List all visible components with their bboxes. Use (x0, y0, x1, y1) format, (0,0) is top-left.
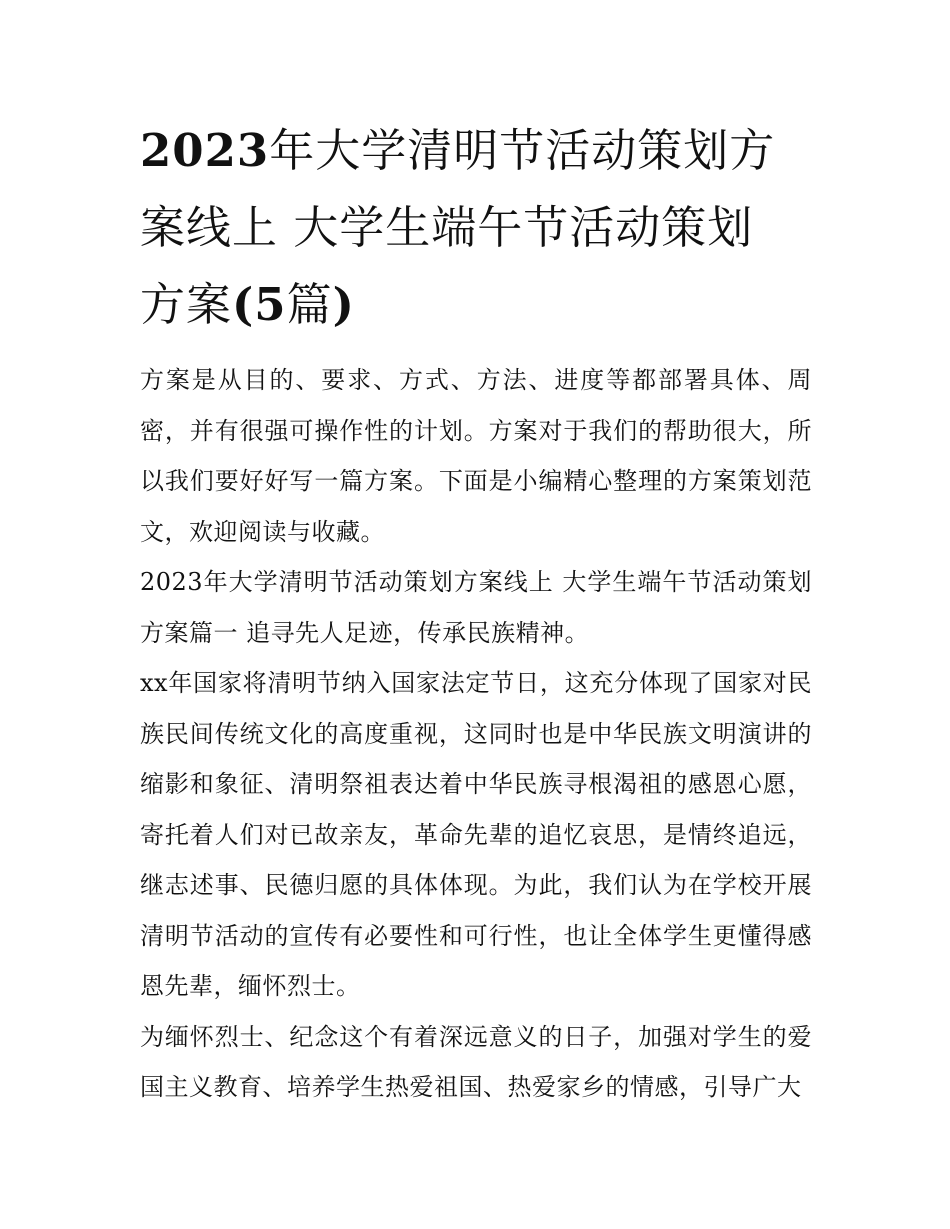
paragraph-section-heading: 2023年大学清明节活动策划方案线上 大学生端午节活动策划方案篇一 追寻先人足迹，传承民族精神。 (140, 568, 812, 647)
title-line3-count: (5 (232, 278, 287, 331)
paragraph-purpose: 为缅怀烈士、纪念这个有着深远意义的日子，加强对学生的爱国主义教育、培养学生热爱祖国、热爱家乡的情感，引导广大 (140, 1022, 812, 1101)
title-line3-mid: 篇 (286, 278, 333, 331)
paragraph-intro: 方案是从目的、要求、方式、方法、进度等都部署具体、周密，并有很强可操作性的计划。方案对于我们的帮助很大，所以我们要好好写一篇方案。下面是小编精心整理的方案策划范文，欢迎阅读与收藏。 (140, 366, 812, 546)
title-line3-end: ) (332, 278, 355, 331)
document-body (140, 112, 812, 1113)
title-line2-text: 案线上 大学生端午节活动策划 (140, 201, 754, 254)
title-line3-prefix: 方案 (140, 278, 233, 331)
paragraph-background: xx年国家将清明节纳入国家法定节日，这充分体现了国家对民族民间传统文化的高度重视，这同时也是中华民族文明演讲的缩影和象征、清明祭祖表达着中华民族寻根渴祖的感恩心愿，寄托着人们对已故亲友，革命先辈的追忆哀思，是情终追远，继志述事、民德归愿的具体体现。为此，我们认为在学校开展清明节活动的宣传有必要性和可行性，也让全体学生更懂得感恩先辈，缅怀烈士。 (140, 669, 812, 1000)
title-line1-text: 年大学清明节活动策划方 (269, 124, 776, 177)
title-year: 2023 (140, 124, 270, 177)
document-title (140, 112, 812, 343)
